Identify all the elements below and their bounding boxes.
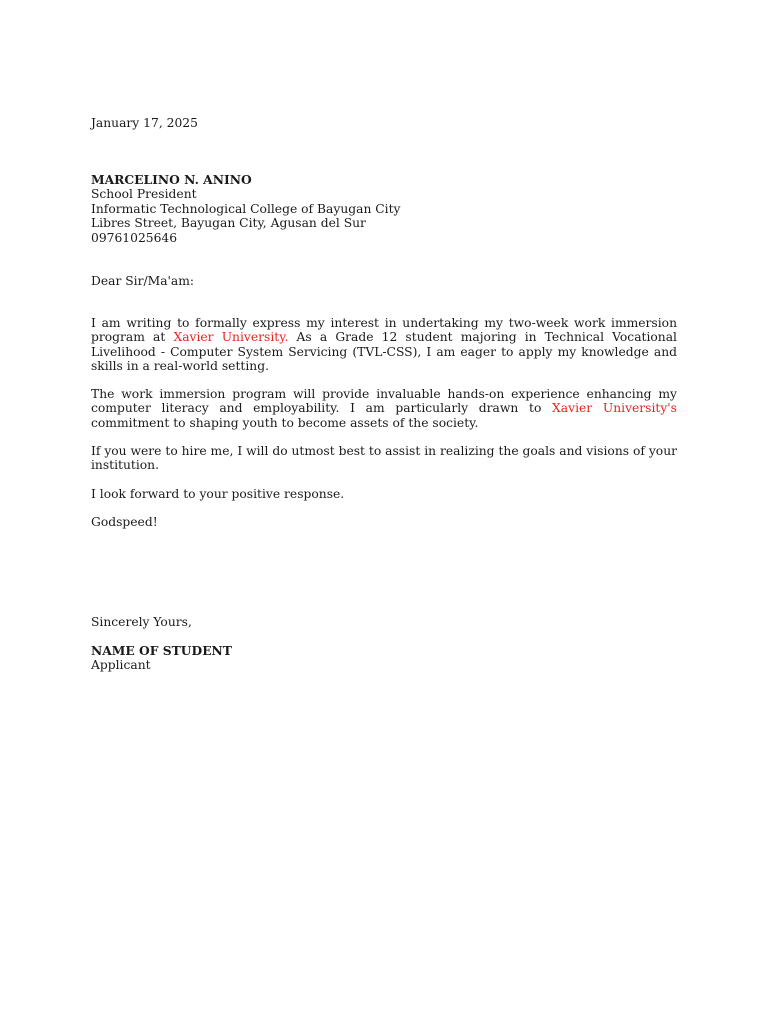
- highlighted-institution-name: Xavier University.: [173, 330, 289, 345]
- body-paragraph-4: I look forward to your positive response.: [91, 487, 345, 501]
- recipient-name: MARCELINO N. ANINO: [91, 172, 252, 187]
- paragraph-1-text-start: I am writing to formally express my interest in undertaking my two-week work immersion program at: [91, 316, 677, 345]
- signature-role: Applicant: [91, 658, 151, 673]
- signature-name: NAME OF STUDENT: [91, 643, 232, 658]
- body-paragraph-2: [91, 387, 677, 430]
- recipient-title: School President: [91, 187, 197, 202]
- paragraph-1-text-end: As a Grade 12 student majoring in Technical Vocational Livelihood - Computer System Servicing (TVL-CSS), I am eager to apply my knowledge and skills in a real-world setting.: [91, 330, 677, 374]
- salutation: Dear Sir/Ma'am:: [91, 274, 195, 288]
- recipient-phone: 09761025646: [91, 230, 178, 245]
- recipient-institution: Informatic Technological College of Bayugan City: [91, 201, 401, 216]
- signature-block: [91, 644, 232, 673]
- body-paragraph-1: [91, 316, 677, 374]
- recipient-address: Libres Street, Bayugan City, Agusan del Sur: [91, 216, 366, 231]
- highlighted-institution-possessive: Xavier University's: [552, 401, 677, 416]
- closing-line: Sincerely Yours,: [91, 615, 192, 629]
- body-paragraph-3: If you were to hire me, I will do utmost best to assist in realizing the goals and visions of your institution.: [91, 444, 677, 473]
- paragraph-2-text-end: commitment to shaping youth to become assets of the society.: [91, 415, 479, 430]
- letter-date: January 17, 2025: [91, 116, 198, 130]
- paragraph-2-text-start: The work immersion program will provide invaluable hands-on experience enhancing my computer literacy and employability. I am particularly drawn to: [91, 387, 677, 416]
- recipient-block: [91, 173, 681, 245]
- body-paragraph-5: Godspeed!: [91, 515, 158, 529]
